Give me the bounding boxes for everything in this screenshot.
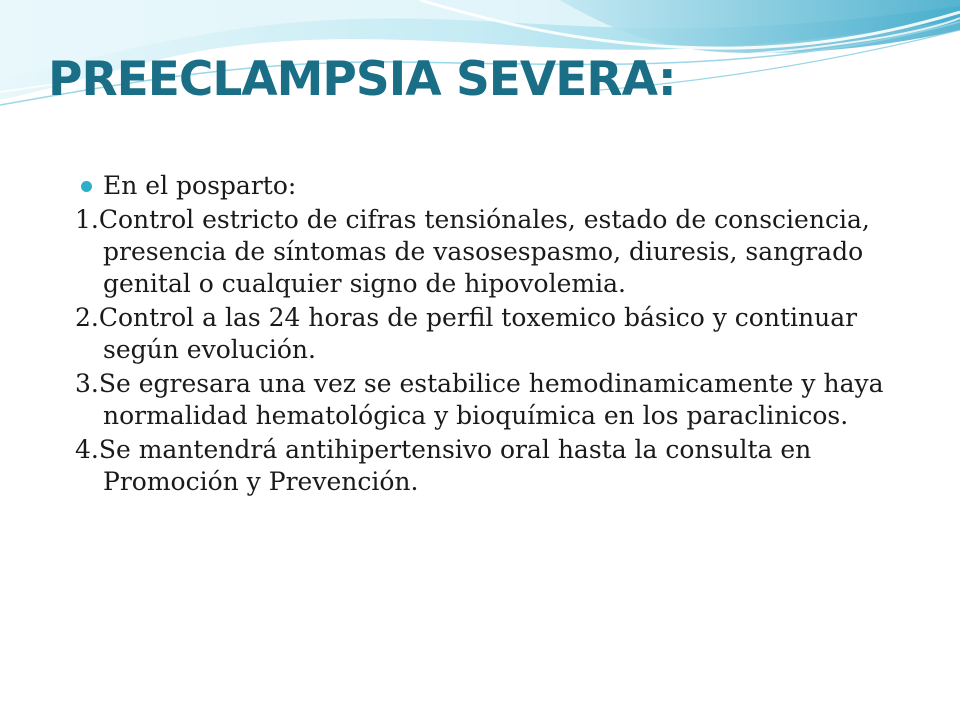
numbered-item-2: 2.Control a las 24 horas de perfil toxemico básico y continuar según evolución. (75, 303, 858, 364)
bullet-item (75, 170, 895, 202)
numbered-item-1: 1.Control estricto de cifras tensiónales, estado de consciencia, presencia de síntomas de vasosespasmo, diuresis, sangrado genital o cualquier signo de hipovolemia. (75, 205, 870, 298)
slide-body (75, 170, 895, 500)
slide-title: PREECLAMPSIA SEVERA: (48, 52, 676, 107)
bullet-text: En el posparto: (103, 171, 297, 200)
numbered-item-3: 3.Se egresara una vez se estabilice hemodinamicamente y haya normalidad hematológica y bioquímica en los paraclinicos. (75, 369, 884, 430)
numbered-item-4: 4.Se mantendrá antihipertensivo oral hasta la consulta en Promoción y Prevención. (75, 435, 812, 496)
bullet-dot-icon (81, 181, 92, 192)
